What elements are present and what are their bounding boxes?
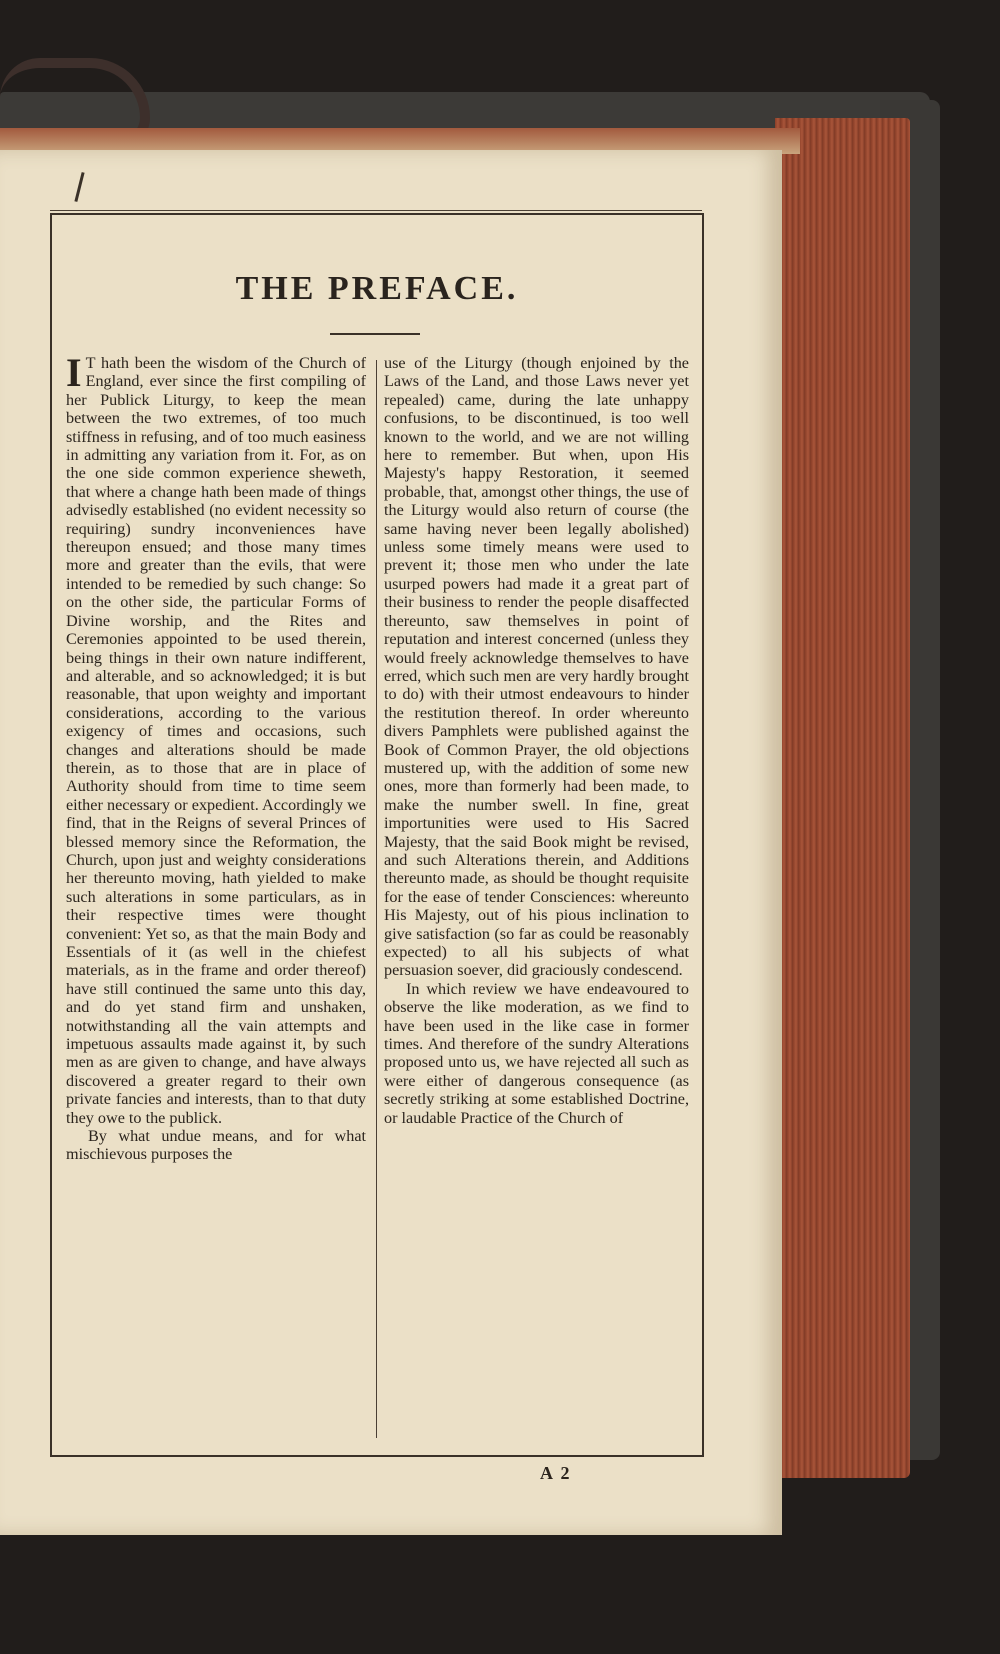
drop-cap: I — [66, 350, 82, 395]
column-divider — [376, 360, 377, 1438]
frame-top-rule — [50, 210, 702, 211]
right-column — [384, 354, 689, 1127]
left-paragraph-1-text: T hath been the wisdom of the Church of England, ever since the first compiling of her Publick Liturgy, to keep the mean between the two extremes, of too much stiffness in refusing, and of too much easiness in admitting any variation from it. For, as on the one side common experience sheweth, that where a change hath been made of things advisedly established (no evident necessity so requiring) sundry inconveniences have thereupon ensued; and those many times more and greater than the evils, that were intended to be remedied by such change: So on the other side, the particular Forms of Divine worship, and the Rites and Ceremonies appointed to be used therein, being things in their own nature indifferent, and alterable, and so acknowledged; it is but reasonable, that upon weighty and important considerations, according to the various exigency of times and occasions, such changes and alterations should be made therein, as to those that are in place of Authority should from time to time seem either necessary or expedient. Accordingly we find, that in the Reigns of several Princes of blessed memory since the Reformation, the Church, upon just and weighty considerations her thereunto moving, hath yielded to make such alterations in some particulars, as in their respective times were thought convenient: Yet so, as that the main Body and Essentials of it (as well in the chiefest materials, as in the frame and order thereof) have still continued the same unto this day, and do yet stand firm and unshaken, notwithstanding all the vain attempts and impetuous assaults made against it, by such men as are given to change, and have always discovered a greater regard to their own private fancies and interests, than to that duty they owe to the publick. — [66, 354, 366, 1127]
left-paragraph-1 — [66, 350, 366, 1127]
right-paragraph-2: In which review we have endeavoured to observe the like moderation, as we find to have been used in the like case in former times. And therefore of the sundry Alterations proposed unto us, we have rejected all such as were either of dangerous consequence (as secretly striking at some established Doctrine, or laudable Practice of the Church of — [384, 979, 689, 1127]
title-rule — [330, 333, 420, 335]
page-edges-block — [775, 118, 910, 1478]
left-paragraph-2: By what undue means, and for what mischievous purposes the — [66, 1127, 366, 1164]
page-number: A 2 — [540, 1463, 572, 1483]
right-paragraph-1: use of the Liturgy (though enjoined by the Laws of the Land, and those Laws never yet repealed) came, during the late unhappy confusions, to be discontinued, is too well known to the world, and we are not willing here to remember. But when, upon His Majesty's happy Restoration, it seemed probable, that, amongst other things, the use of the Liturgy would also return of course (the same having never been legally abolished) unless some timely means were used to prevent it; those men who under the late usurped powers had made it a great part of their business to render the people disaffected thereunto, saw themselves in point of reputation and interest concerned (unless they would freely acknowledge themselves to have erred, which such men are very hardly brought to do) with their utmost endeavours to hinder the restitution thereof. In order whereunto divers Pamphlets were published against the Book of Common Prayer, the old objections mustered up, with the addition of some new ones, more than formerly had been made, to make the number swell. In fine, great importunities were used to His Sacred Majesty, that the said Book might be revised, and such Alterations therein, and Additions thereunto made, as should be thought requisite for the ease of tender Consciences: whereunto His Majesty, out of his pious inclination to give satisfaction (so far as could be reasonably expected) to all his subjects of what persuasion soever, did graciously condescend. — [384, 354, 689, 980]
page-title: THE PREFACE. — [235, 270, 519, 307]
left-column — [66, 350, 366, 1164]
